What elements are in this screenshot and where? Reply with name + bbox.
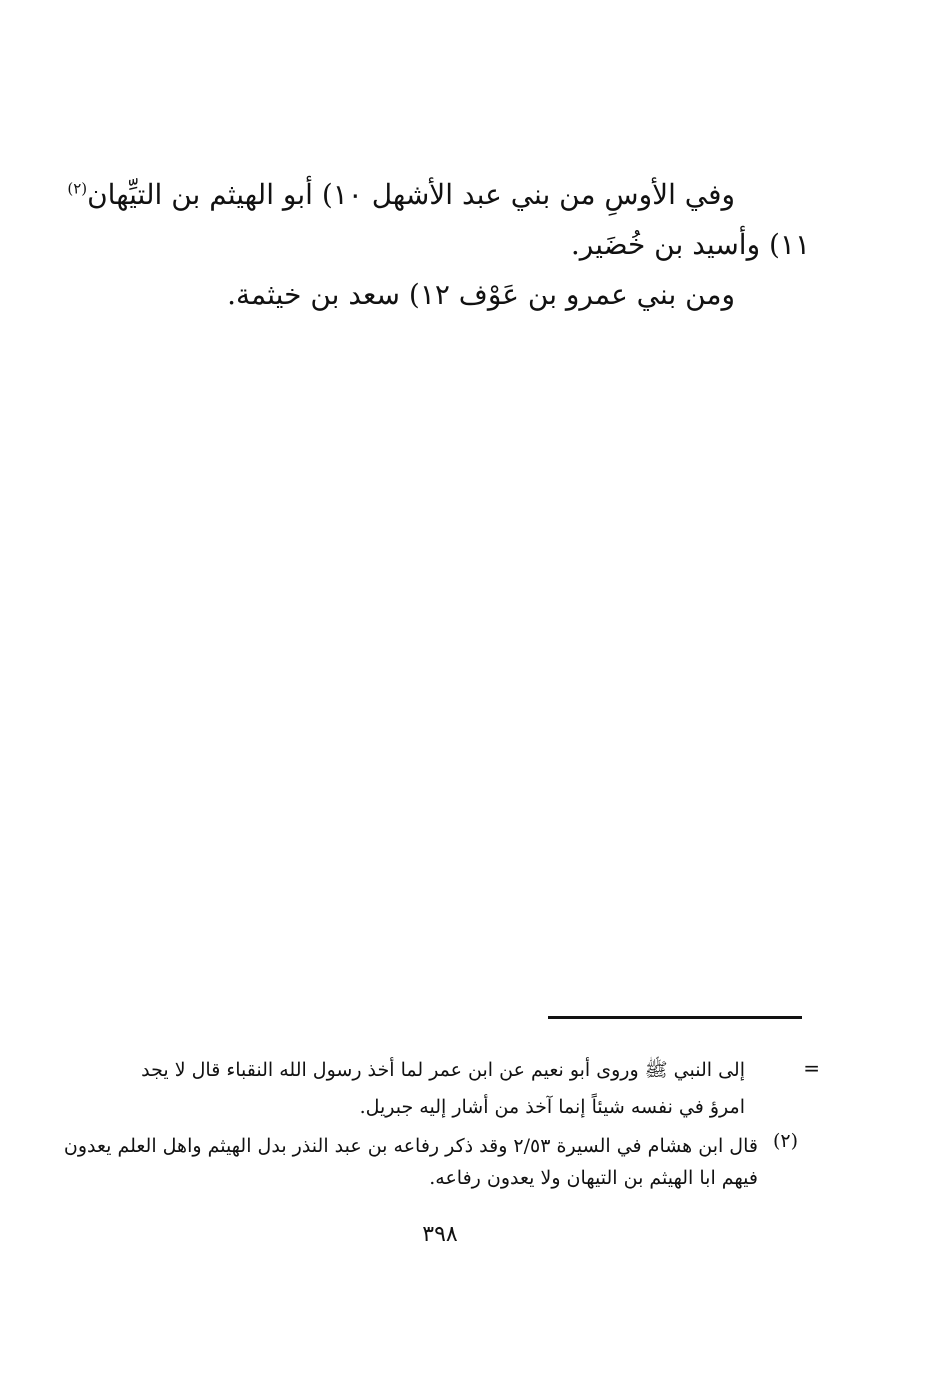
footnote-line: قال ابن هشام في السيرة ٢/٥٣ وقد ذكر رفاعه بن عبد النذر بدل الهيثم واهل العلم يعدون xyxy=(63,1135,758,1157)
footnote-continuation-text xyxy=(120,1052,745,1126)
page-number: ٣٩٨ xyxy=(422,1222,458,1247)
main-text xyxy=(67,170,810,320)
footnote-number: (٢) xyxy=(772,1130,798,1152)
footnote-line: فيهم ابا الهيثم بن التيهان ولا يعدون رفاعه. xyxy=(429,1167,758,1189)
footnote-2-text xyxy=(63,1130,758,1194)
main-text-line-2: ١١) وأسيد بن خُضَير. xyxy=(570,228,810,261)
footnote-reference: (٢) xyxy=(67,179,88,198)
main-text-line xyxy=(67,170,810,220)
footnote-line: امرؤ في نفسه شيئاً إنما آخذ من أشار إليه جبريل. xyxy=(359,1096,745,1118)
main-text-line-1: وفي الأوسِ من بني عبد الأشهل ١٠) أبو الهيثم بن التيِّهان xyxy=(87,178,735,211)
footnote-continuation xyxy=(120,1052,820,1126)
main-text-line-3: ومن بني عمرو بن عَوْف ١٢) سعد بن خيثمة. xyxy=(227,278,735,311)
footnote-line: إلى النبي ﷺ وروى أبو نعيم عن ابن عمر لما أخذ رسول الله النقباء قال لا يجد xyxy=(141,1059,745,1081)
continuation-marker: = xyxy=(803,1056,820,1080)
footnote-2 xyxy=(63,1130,820,1194)
footnotes xyxy=(63,1052,820,1194)
footnote-separator xyxy=(548,1016,802,1019)
